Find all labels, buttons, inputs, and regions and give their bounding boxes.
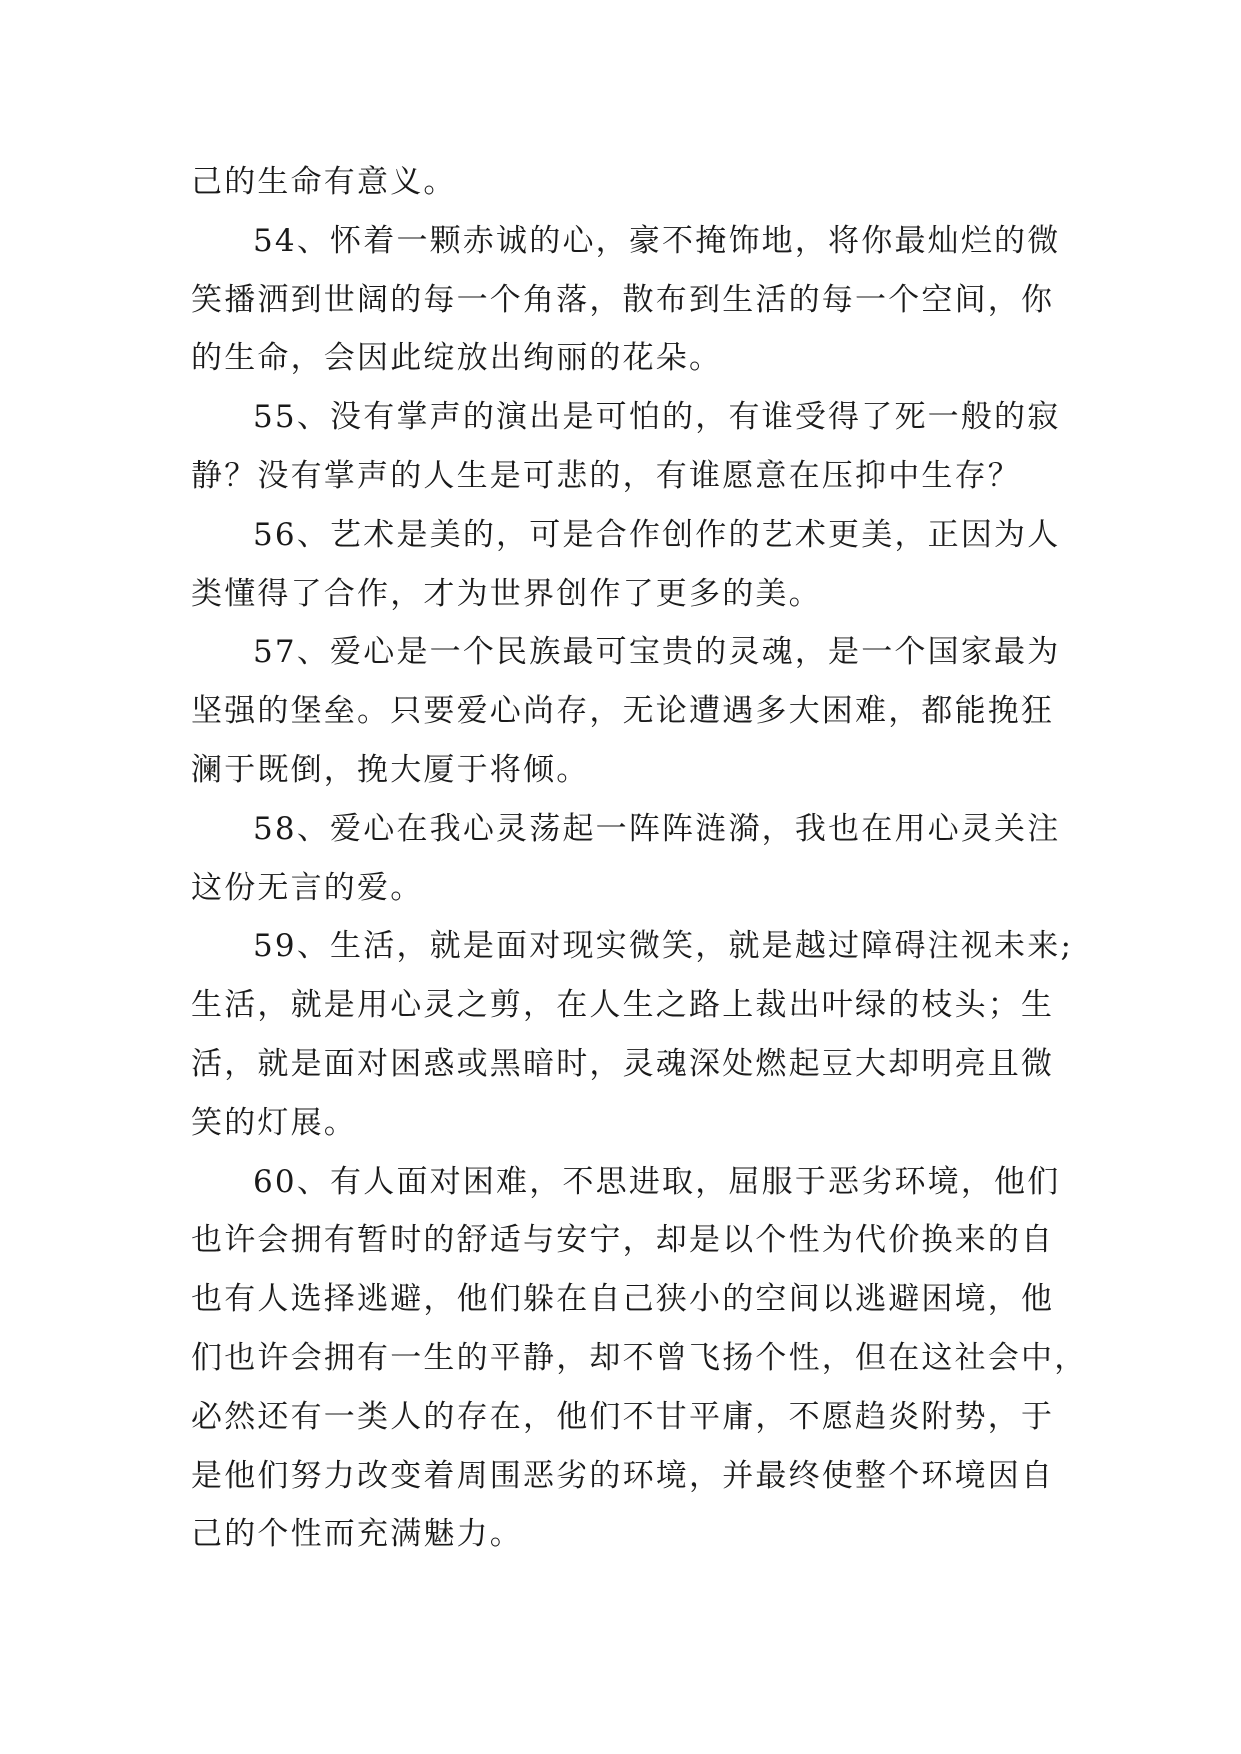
paragraph-56 bbox=[191, 506, 1061, 624]
text-line: 55、没有掌声的演出是可怕的，有谁受得了死一般的寂 bbox=[253, 399, 1061, 436]
text-line: 必然还有一类人的存在，他们不甘平庸，不愿趋炎附势，于 bbox=[191, 1398, 1055, 1435]
text-line: 们也许会拥有一生的平静，却不曾飞扬个性，但在这社会中， bbox=[191, 1339, 1088, 1376]
paragraph-55 bbox=[191, 388, 1061, 506]
text-line: 己的个性而充满魅力。 bbox=[191, 1516, 523, 1553]
paragraph-53-tail bbox=[191, 153, 1051, 212]
text-line: 是他们努力改变着周围恶劣的环境，并最终使整个环境因自 bbox=[191, 1457, 1055, 1494]
text-line: 也许会拥有暂时的舒适与安宁，却是以个性为代价换来的自 bbox=[191, 1222, 1055, 1259]
text-line: 58、爱心在我心灵荡起一阵阵涟漪，我也在用心灵关注 bbox=[253, 810, 1061, 847]
text-line: 笑播洒到世阔的每一个角落，散布到生活的每一个空间，你 bbox=[191, 281, 1055, 318]
paragraph-59 bbox=[191, 917, 1074, 1152]
text-line: 56、艺术是美的，可是合作创作的艺术更美，正因为人 bbox=[253, 516, 1061, 553]
body-text bbox=[191, 153, 1088, 1564]
text-line: 静？没有掌声的人生是可悲的，有谁愿意在压抑中生存？ bbox=[191, 457, 1021, 494]
text-line: 这份无言的爱。 bbox=[191, 869, 424, 906]
paragraph-58 bbox=[191, 800, 1061, 918]
text-line: 54、怀着一颗赤诚的心，豪不掩饰地，将你最灿烂的微 bbox=[253, 222, 1061, 259]
text-line: 类懂得了合作，才为世界创作了更多的美。 bbox=[191, 575, 822, 612]
text-line: 笑的灯展。 bbox=[191, 1104, 357, 1141]
text-line: 59、生活，就是面对现实微笑，就是越过障碍注视未来; bbox=[253, 928, 1074, 965]
text-line: 57、爱心是一个民族最可宝贵的灵魂，是一个国家最为 bbox=[253, 634, 1061, 671]
paragraph-57 bbox=[191, 623, 1061, 799]
text-line: 活，就是面对困惑或黑暗时，灵魂深处燃起豆大却明亮且微 bbox=[191, 1045, 1055, 1082]
paragraph-60 bbox=[191, 1153, 1088, 1565]
text-line: 生活，就是用心灵之剪，在人生之路上裁出叶绿的枝头；生 bbox=[191, 987, 1055, 1024]
text-line: 也有人选择逃避，他们躲在自己狭小的空间以逃避困境，他 bbox=[191, 1281, 1055, 1318]
text-line: 的生命，会因此绽放出绚丽的花朵。 bbox=[191, 340, 723, 377]
paragraph-54 bbox=[191, 212, 1061, 388]
text-line: 澜于既倒，挽大厦于将倾。 bbox=[191, 751, 590, 788]
text-line: 60、有人面对困难，不思进取，屈服于恶劣环境，他们 bbox=[253, 1163, 1061, 1200]
text-line: 己的生命有意义。 bbox=[191, 164, 457, 200]
text-line: 坚强的堡垒。只要爱心尚存，无论遭遇多大困难，都能挽狂 bbox=[191, 693, 1055, 730]
